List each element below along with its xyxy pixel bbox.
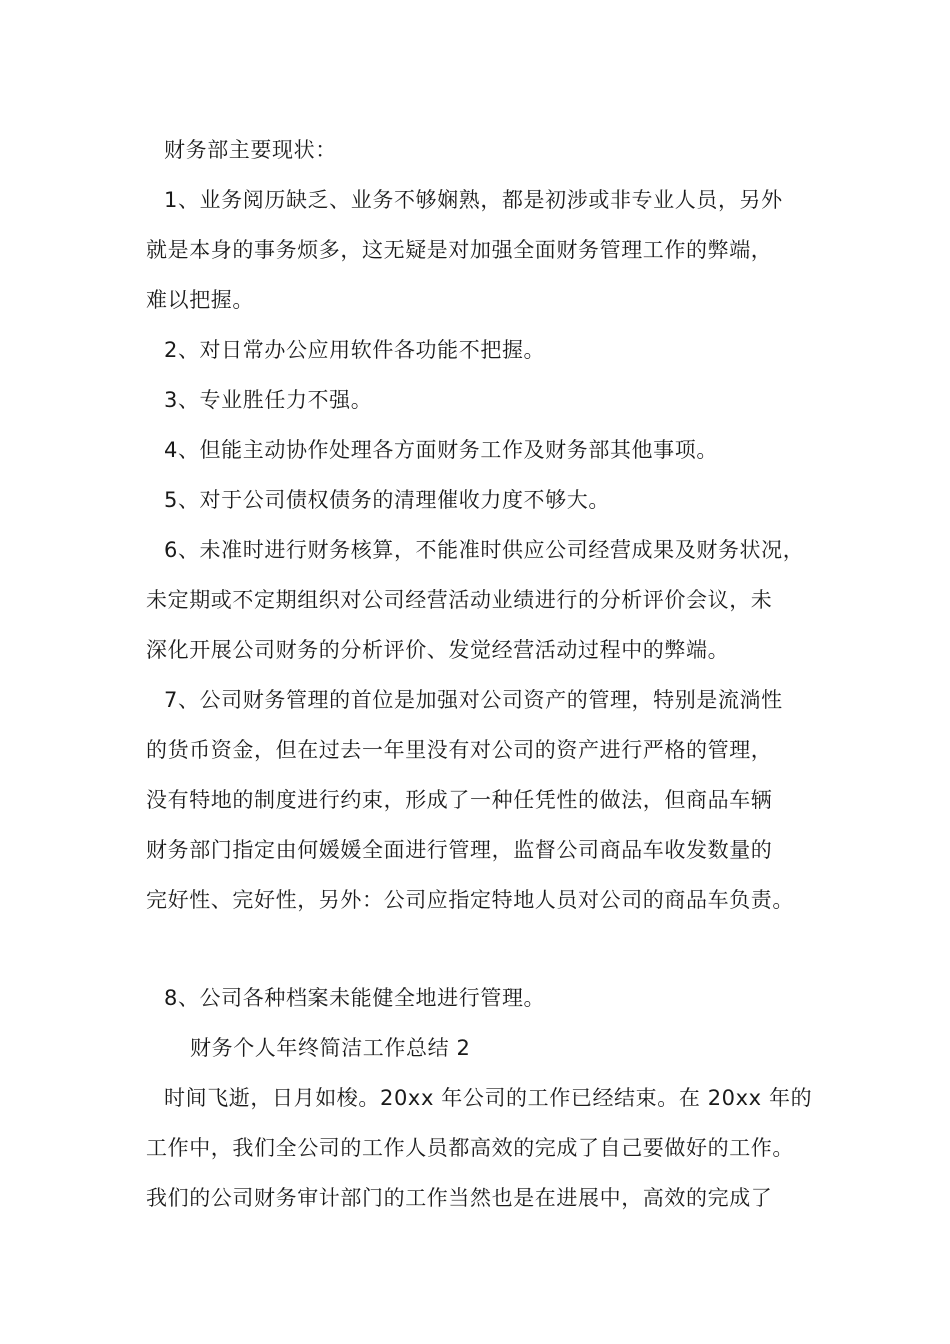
- paragraph-line: 8、公司各种档案未能健全地进行管理。: [164, 986, 546, 1010]
- paragraph-line: 1、业务阅历缺乏、业务不够娴熟，都是初涉或非专业人员，另外: [164, 188, 783, 212]
- paragraph-line: 3、专业胜任力不强。: [164, 388, 373, 412]
- paragraph-line: 6、未准时进行财务核算，不能准时供应公司经营成果及财务状况，: [164, 538, 805, 562]
- paragraph-line: 5、对于公司债权债务的清理催收力度不够大。: [164, 488, 610, 512]
- paragraph-line: 7、公司财务管理的首位是加强对公司资产的管理，特别是流淌性: [164, 688, 783, 712]
- paragraph-line: 2、对日常办公应用软件各功能不把握。: [164, 338, 546, 362]
- paragraph-line: 4、但能主动协作处理各方面财务工作及财务部其他事项。: [164, 438, 718, 462]
- paragraph-line: 难以把握。: [146, 288, 254, 312]
- paragraph-line: 深化开展公司财务的分析评价、发觉经营活动过程中的弊端。: [146, 638, 730, 662]
- paragraph-line: 工作中，我们全公司的工作人员都高效的完成了自己要做好的工作。: [146, 1136, 794, 1160]
- paragraph-line: 没有特地的制度进行约束，形成了一种任凭性的做法，但商品车辆: [146, 788, 773, 812]
- paragraph-line: 时间飞逝，日月如梭。20xx 年公司的工作已经结束。在 20xx 年的: [164, 1086, 813, 1110]
- section-heading: 财务部主要现状：: [164, 138, 337, 162]
- section-title: 财务个人年终简洁工作总结 2: [190, 1036, 471, 1060]
- paragraph-line: 未定期或不定期组织对公司经营活动业绩进行的分析评价会议，未: [146, 588, 773, 612]
- paragraph-line: 我们的公司财务审计部门的工作当然也是在进展中，高效的完成了: [146, 1186, 773, 1210]
- paragraph-line: 完好性、完好性，另外：公司应指定特地人员对公司的商品车负责。: [146, 888, 794, 912]
- paragraph-line: 财务部门指定由何媛媛全面进行管理，监督公司商品车收发数量的: [146, 838, 773, 862]
- paragraph-line: 就是本身的事务烦多，这无疑是对加强全面财务管理工作的弊端，: [146, 238, 773, 262]
- paragraph-line: 的货币资金，但在过去一年里没有对公司的资产进行严格的管理，: [146, 738, 773, 762]
